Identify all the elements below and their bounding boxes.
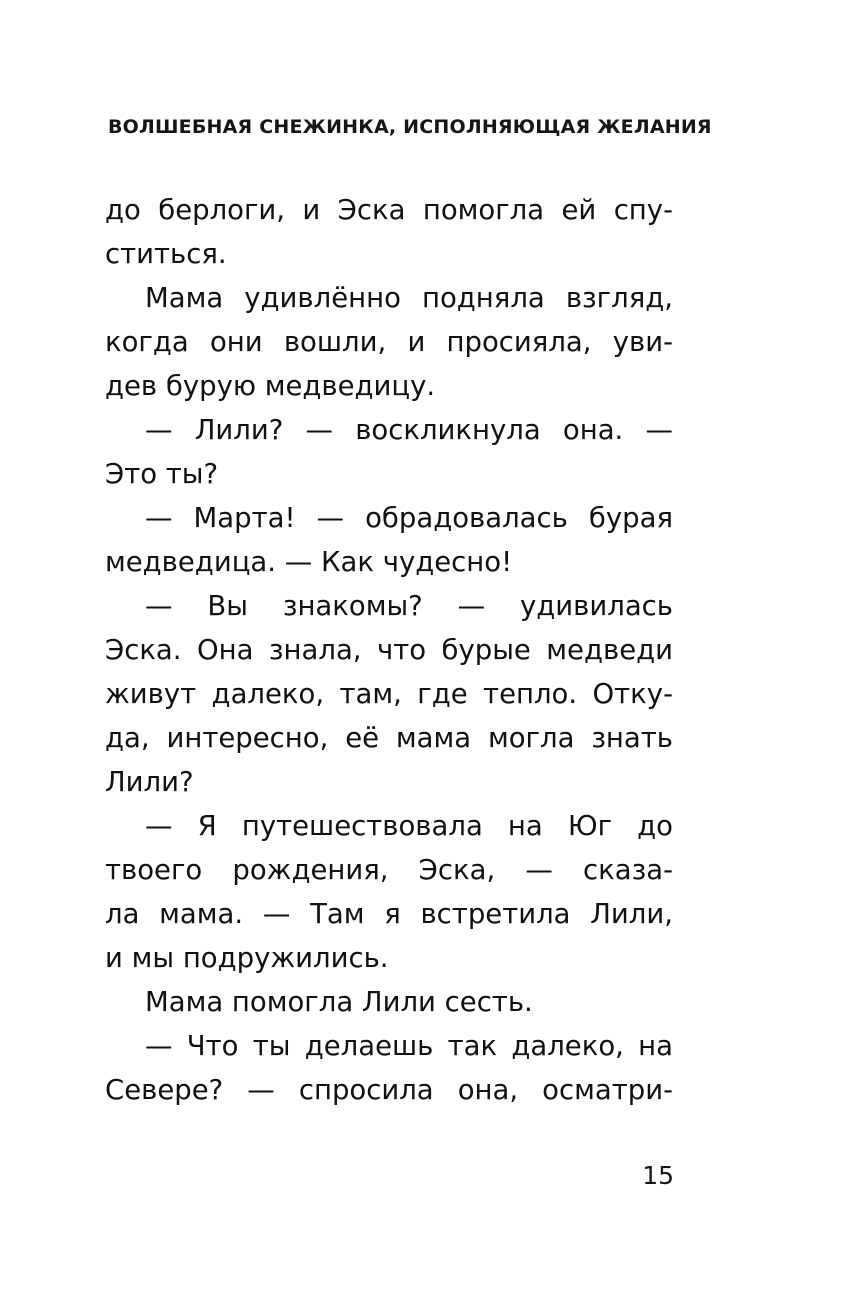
text-line: Лили?	[105, 766, 194, 798]
text-line: живут далеко, там, где тепло. Отку-	[105, 678, 673, 710]
running-header: ВОЛШЕБНАЯ СНЕЖИНКА, ИСПОЛНЯЮЩАЯ ЖЕЛАНИЯ	[108, 116, 712, 138]
text-line: дев бурую медведицу.	[105, 370, 436, 402]
text-line: — Я путешествовала на Юг до	[145, 810, 673, 842]
text-line: — Вы знакомы? — удивилась	[145, 590, 673, 622]
text-line: и мы подружились.	[105, 942, 389, 974]
text-line: Это ты?	[105, 458, 219, 490]
text-line: Мама помогла Лили сесть.	[145, 986, 533, 1018]
text-line: ститься.	[105, 238, 227, 270]
text-line: когда они вошли, и просияла, уви-	[105, 326, 673, 358]
text-line: Севере? — спросила она, осматри-	[105, 1074, 673, 1106]
text-line: — Марта! — обрадовалась бурая	[145, 502, 673, 534]
text-line: ла мама. — Там я встретила Лили,	[105, 898, 673, 930]
text-line: Мама удивлённо подняла взгляд,	[145, 282, 673, 314]
text-line: до берлоги, и Эска помогла ей спу-	[105, 194, 673, 226]
text-line: — Лили? — воскликнула она. —	[145, 414, 673, 446]
text-line: медведица. — Как чудесно!	[105, 546, 513, 578]
page-number: 15	[642, 1161, 674, 1190]
text-line: твоего рождения, Эска, — сказа-	[105, 854, 673, 886]
page-text	[105, 188, 673, 1112]
text-line: — Что ты делаешь так далеко, на	[145, 1030, 673, 1062]
text-line: Эска. Она знала, что бурые медведи	[105, 634, 673, 666]
text-line: да, интересно, её мама могла знать	[105, 722, 673, 754]
